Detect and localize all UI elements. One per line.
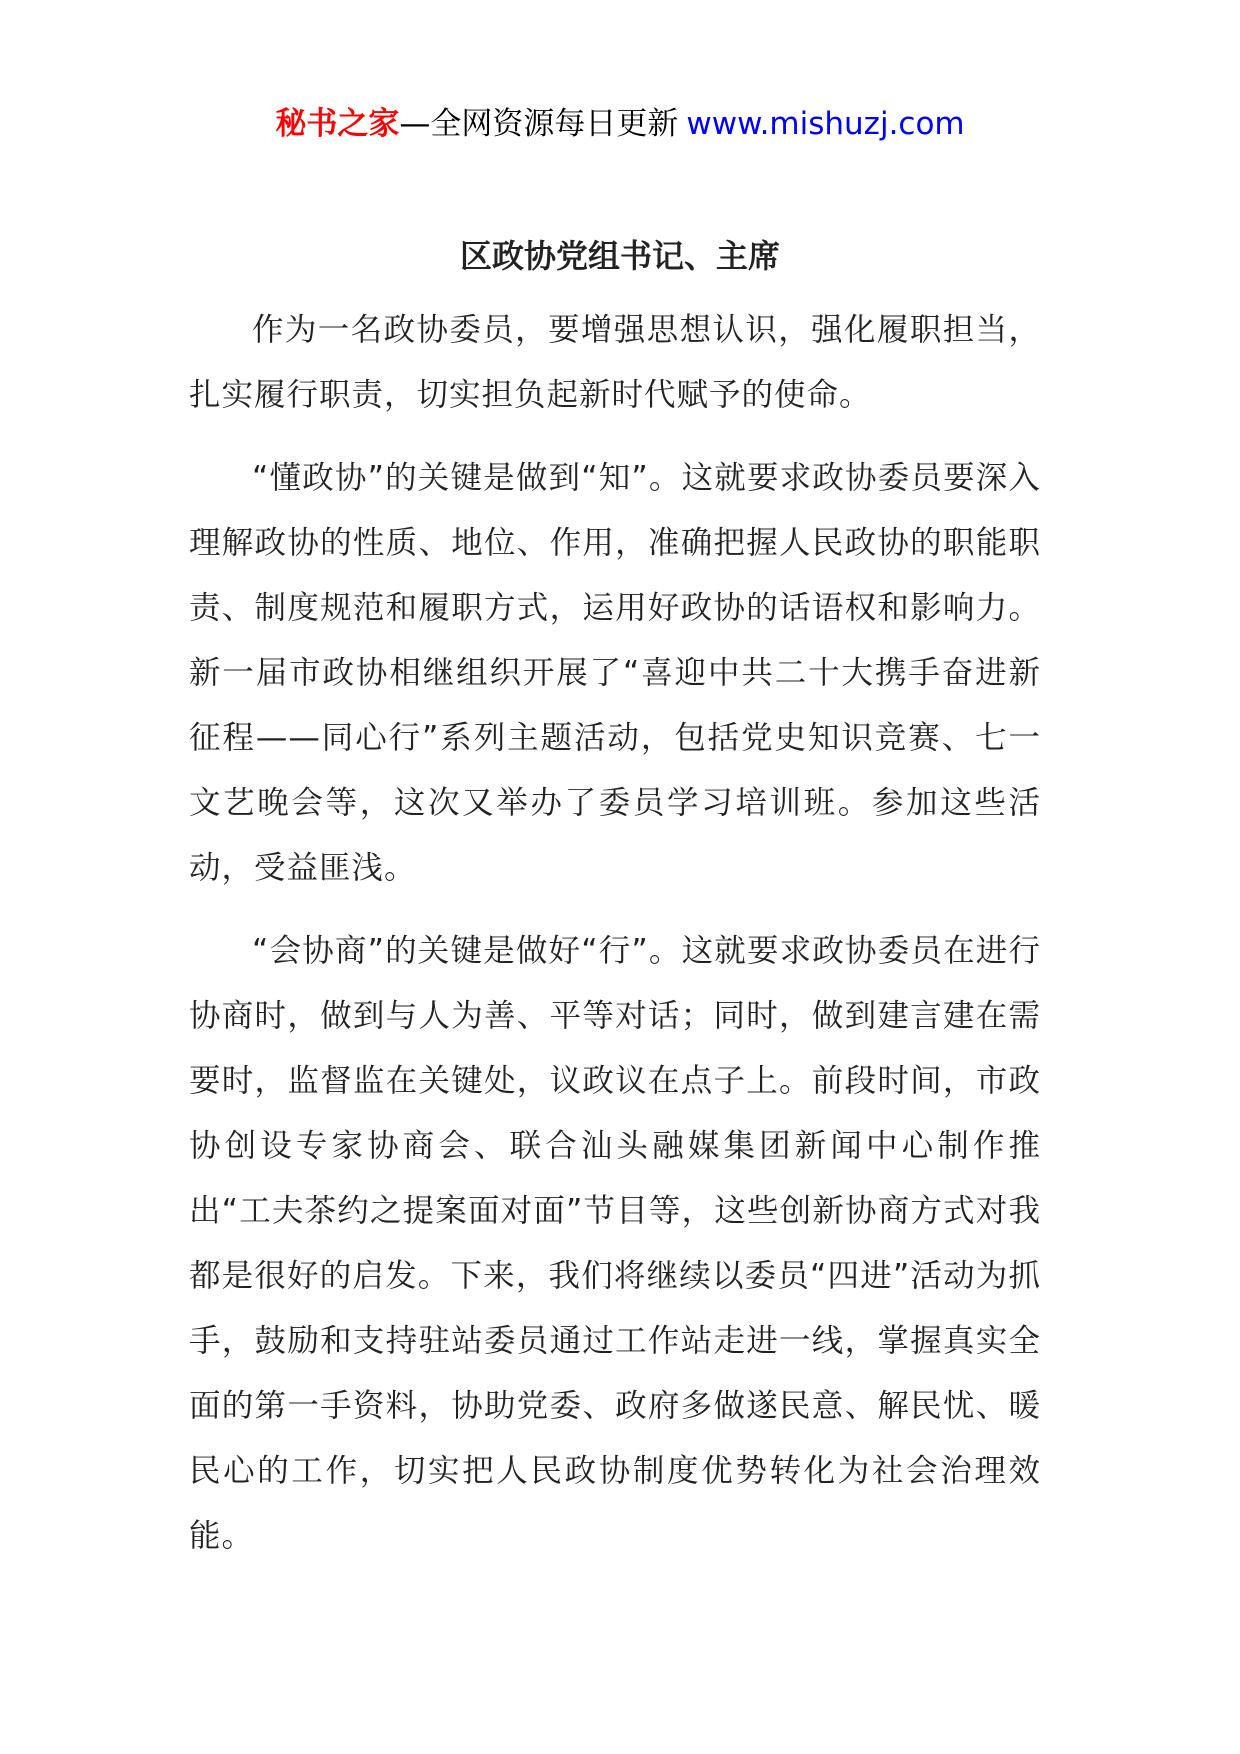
site-header: [0, 98, 1240, 150]
header-tagline: —全网资源每日更新: [399, 106, 679, 142]
paragraph-2: “懂政协”的关键是做到“知”。这就要求政协委员要深入理解政协的性质、地位、作用，准确把握人民政协的职能职责、制度规范和履职方式，运用好政协的话语权和影响力。新一届市政协相继组织开展了“喜迎中共二十大携手奋进新征程——同心行”系列主题活动，包括党史知识竞赛、七一文艺晚会等，这次又举办了委员学习培训班。参加这些活动，受益匪浅。: [189, 460, 1041, 886]
paragraph-1: 作为一名政协委员，要增强思想认识，强化履职担当，扎实履行职责，切实担负起新时代赋予的使命。: [189, 312, 1041, 413]
site-url-link[interactable]: www.mishuzj.com: [686, 106, 965, 142]
document-title: 区政协党组书记、主席: [459, 237, 780, 275]
brand-name: 秘书之家: [275, 106, 400, 142]
document-body: [189, 298, 1041, 1587]
paragraph-3: “会协商”的关键是做好“行”。这就要求政协委员在进行协商时，做到与人为善、平等对话；同时，做到建言建在需要时，监督监在关键处，议政议在点子上。前段时间，市政协创设专家协商会、联合汕头融媒集团新闻中心制作推出“工夫茶约之提案面对面”节目等，这些创新协商方式对我都是很好的启发。下来，我们将继续以委员“四进”活动为抓手，鼓励和支持驻站委员通过工作站走进一线，掌握真实全面的第一手资料，协助党委、政府多做遂民意、解民忧、暖民心的工作，切实把人民政协制度优势转化为社会治理效能。: [189, 933, 1041, 1554]
